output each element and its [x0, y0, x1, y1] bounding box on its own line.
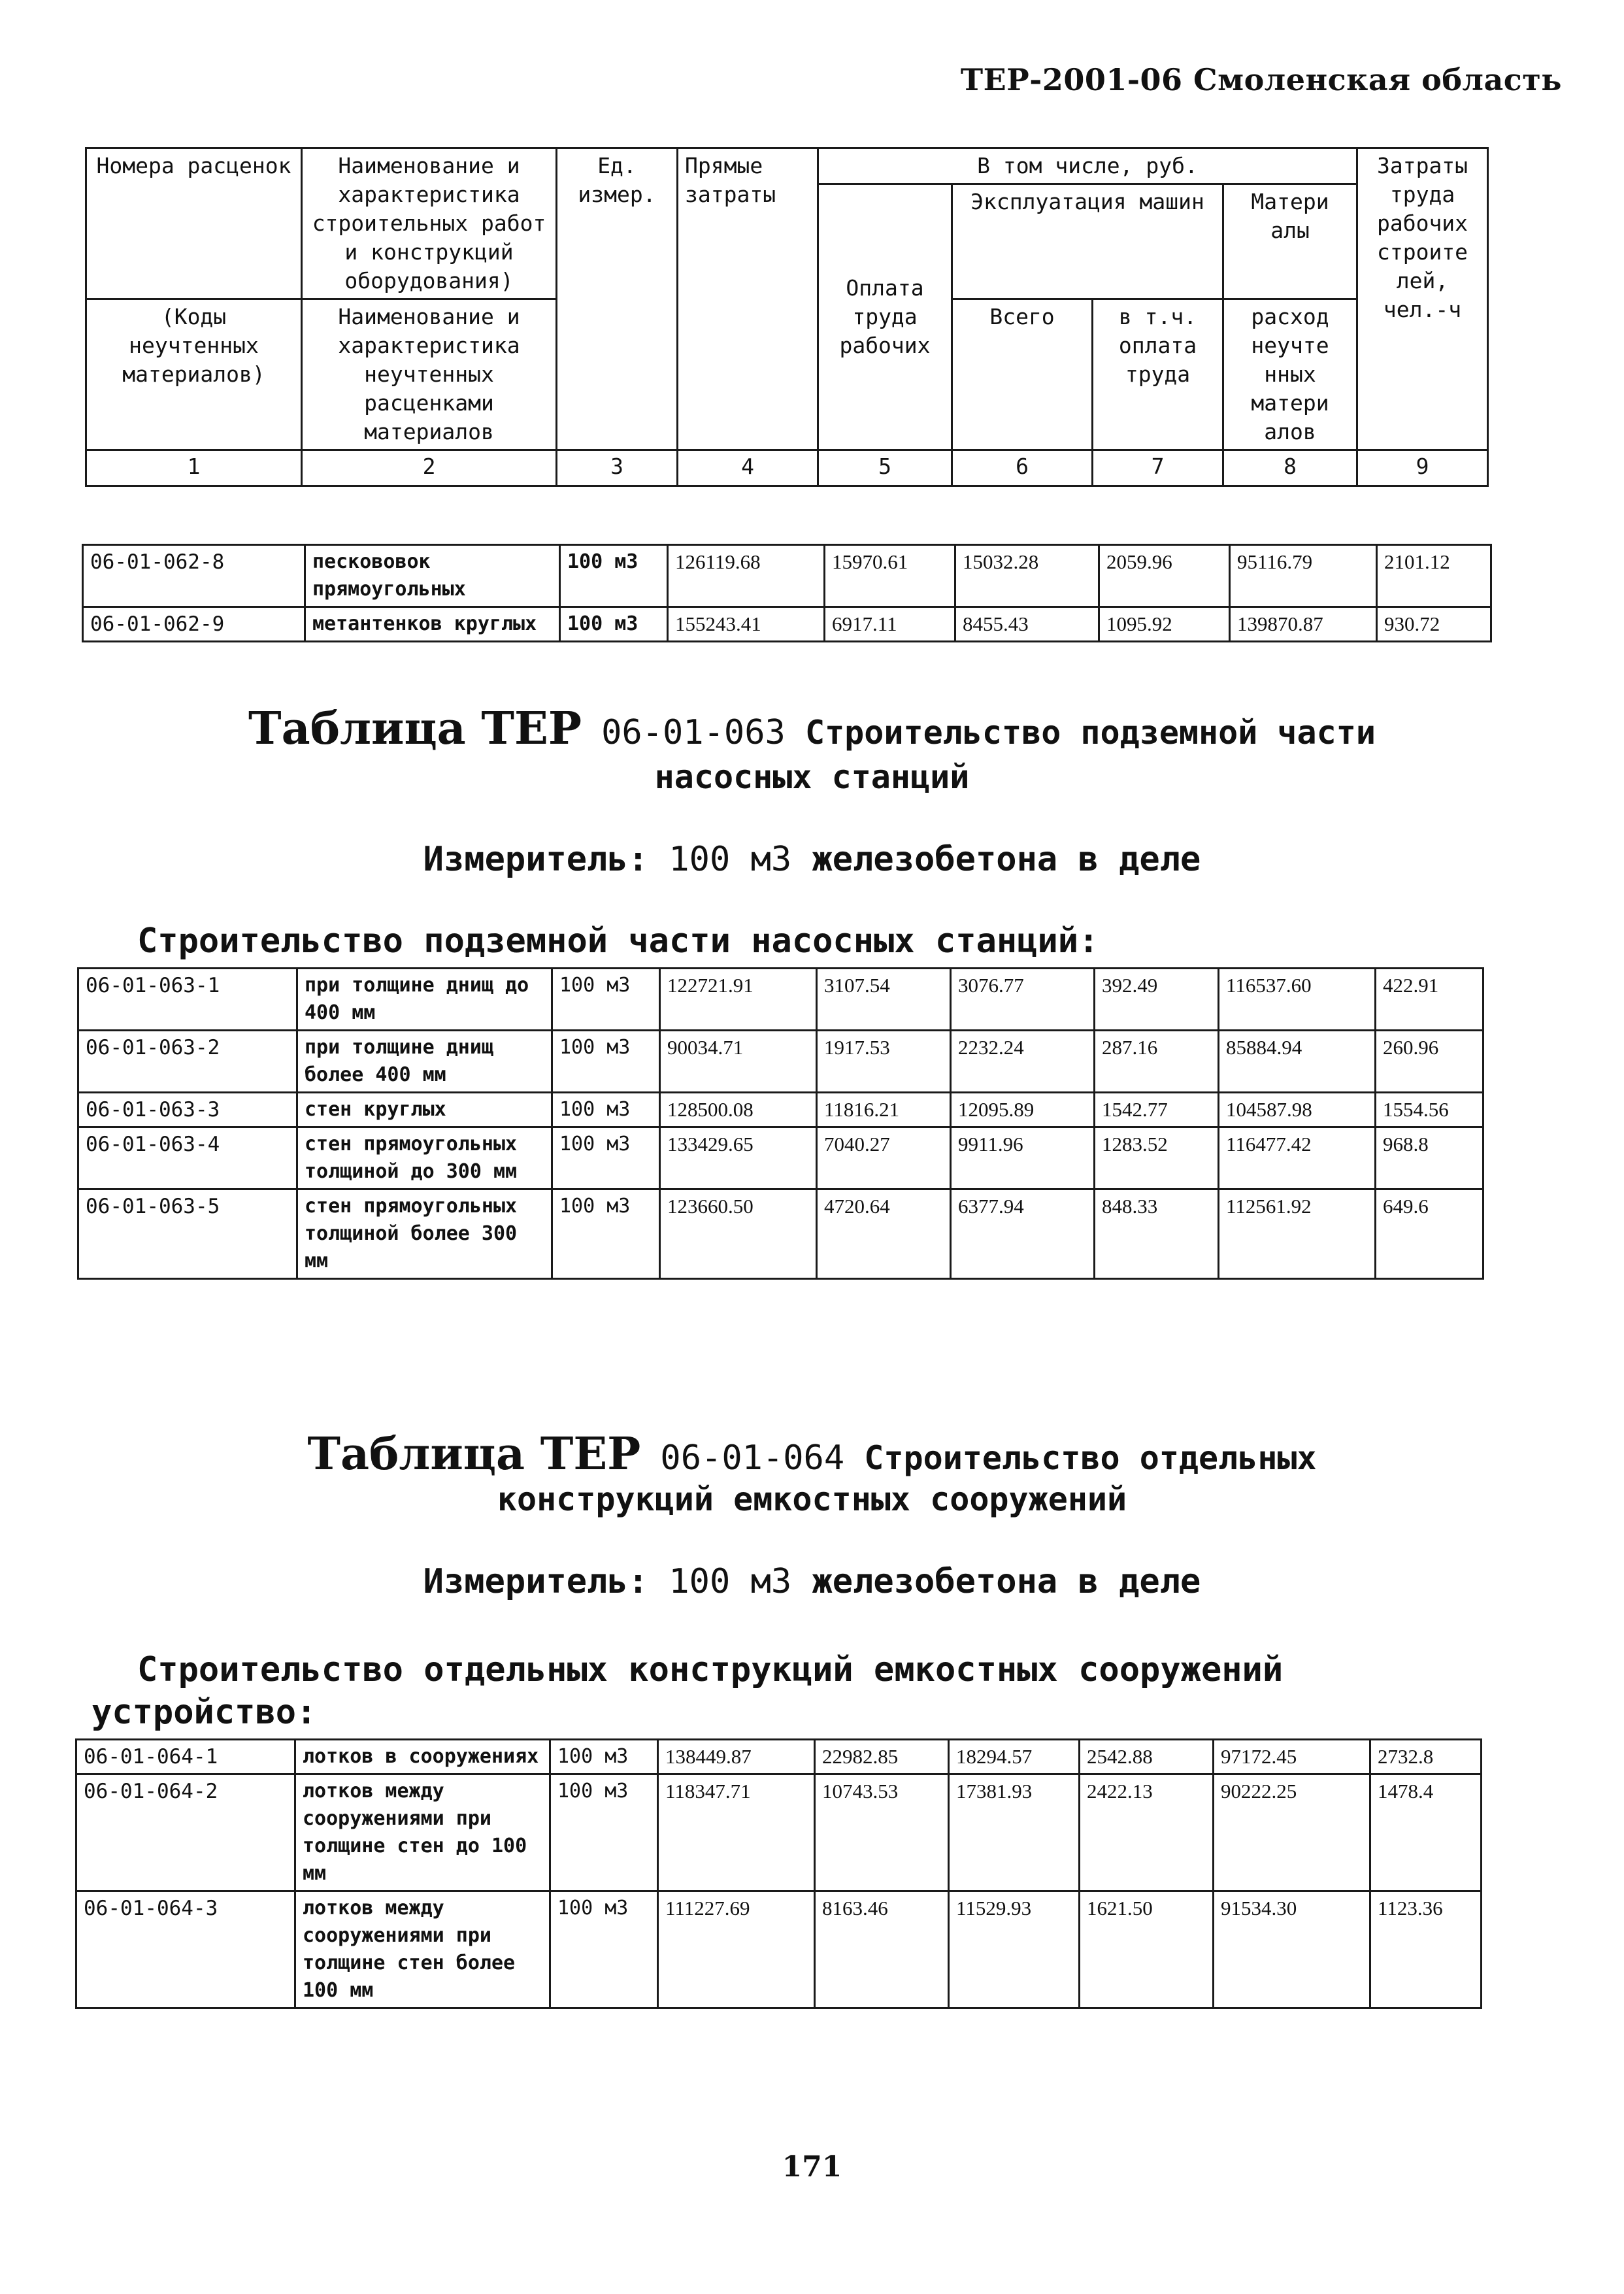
table-064-title [0, 1428, 1624, 1480]
table-063-title-prefix: Таблица ТЕР [248, 703, 582, 755]
machines-cost: 8455.43 [955, 607, 1099, 642]
col-materials-subheader: расход неучте нных матери алов [1223, 299, 1357, 450]
col-code-header: Номера расценок [86, 148, 302, 299]
machines-cost: 15032.28 [955, 545, 1099, 607]
labor-cost: 8163.46 [815, 1891, 949, 2008]
machines-cost: 9911.96 [951, 1127, 1095, 1189]
table-row [78, 969, 1483, 1031]
table-row [76, 1891, 1482, 2008]
col-number: 6 [952, 450, 1093, 486]
col-unit-header: Ед. измер. [557, 148, 678, 450]
table-062-continuation [82, 544, 1492, 642]
table-row [76, 1740, 1482, 1774]
work-name: стен прямоугольных толщиной до 300 мм [297, 1127, 552, 1189]
direct-cost: 118347.71 [658, 1774, 815, 1891]
labor-cost: 1917.53 [817, 1031, 951, 1093]
measure-label: Измеритель: [423, 1562, 649, 1601]
unit: 100 м3 [552, 1189, 660, 1279]
labor-cost: 15970.61 [825, 545, 955, 607]
machines-labor-cost: 2542.88 [1080, 1740, 1214, 1774]
col-number: 2 [302, 450, 557, 486]
labor-hours: 1123.36 [1370, 1891, 1482, 2008]
table-063 [77, 967, 1484, 1280]
col-number: 3 [557, 450, 678, 486]
labor-cost: 7040.27 [817, 1127, 951, 1189]
labor-hours: 968.8 [1376, 1127, 1483, 1189]
rate-code: 06-01-062-8 [83, 545, 305, 607]
materials-cost: 97172.45 [1214, 1740, 1370, 1774]
table-064-title-prefix: Таблица ТЕР [307, 1428, 641, 1480]
col-machines-total-header: Всего [952, 299, 1093, 450]
measure-value: 100 м3 [669, 1562, 792, 1601]
materials-cost: 90222.25 [1214, 1774, 1370, 1891]
col-number: 5 [818, 450, 952, 486]
table-063-section: Строительство подземной части насосных станций: [137, 922, 1099, 961]
unit: 100 м3 [552, 1127, 660, 1189]
materials-cost: 91534.30 [1214, 1891, 1370, 2008]
table-063-title-code: 06-01-063 [601, 713, 786, 752]
labor-cost: 4720.64 [817, 1189, 951, 1279]
machines-cost: 11529.93 [949, 1891, 1080, 2008]
unit: 100 м3 [560, 607, 668, 642]
unit: 100 м3 [560, 545, 668, 607]
measure-label: Измеритель: [423, 840, 649, 879]
table-row [83, 545, 1491, 607]
col-number: 1 [86, 450, 302, 486]
machines-labor-cost: 2422.13 [1080, 1774, 1214, 1891]
column-header-table [85, 147, 1489, 487]
direct-cost: 138449.87 [658, 1740, 815, 1774]
machines-cost: 12095.89 [951, 1093, 1095, 1127]
rate-code: 06-01-064-3 [76, 1891, 295, 2008]
materials-cost: 139870.87 [1230, 607, 1377, 642]
table-row [78, 1127, 1483, 1189]
unit: 100 м3 [550, 1774, 658, 1891]
measure-rest: железобетона в деле [812, 840, 1201, 879]
labor-hours: 2101.12 [1377, 545, 1491, 607]
machines-cost: 18294.57 [949, 1740, 1080, 1774]
direct-cost: 155243.41 [668, 607, 825, 642]
work-name: при толщине днищ более 400 мм [297, 1031, 552, 1093]
work-name: лотков в сооружениях [295, 1740, 550, 1774]
direct-cost: 123660.50 [660, 1189, 817, 1279]
rate-code: 06-01-063-4 [78, 1127, 297, 1189]
labor-hours: 930.72 [1377, 607, 1491, 642]
col-number: 8 [1223, 450, 1357, 486]
labor-hours: 1478.4 [1370, 1774, 1482, 1891]
unit: 100 м3 [550, 1891, 658, 2008]
col-labor-header: Оплата труда рабочих [818, 184, 952, 450]
direct-cost: 122721.91 [660, 969, 817, 1031]
labor-hours: 422.91 [1376, 969, 1483, 1031]
labor-cost: 3107.54 [817, 969, 951, 1031]
work-name: метантенков круглых [305, 607, 560, 642]
labor-cost: 11816.21 [817, 1093, 951, 1127]
direct-cost: 111227.69 [658, 1891, 815, 2008]
measure-rest: железобетона в деле [812, 1562, 1201, 1601]
table-064-section-line2: устройство: [91, 1693, 317, 1732]
table-row [83, 607, 1491, 642]
table-064-title-rest: Строительство отдельных [864, 1439, 1317, 1477]
table-063-title-line2: насосных станций [654, 758, 970, 796]
table-063-measure [0, 840, 1624, 879]
machines-labor-cost: 2059.96 [1099, 545, 1230, 607]
work-name: при толщине днищ до 400 мм [297, 969, 552, 1031]
direct-cost: 90034.71 [660, 1031, 817, 1093]
rate-code: 06-01-064-1 [76, 1740, 295, 1774]
rate-code: 06-01-063-1 [78, 969, 297, 1031]
machines-cost: 2232.24 [951, 1031, 1095, 1093]
col-incl-header: В том числе, руб. [818, 148, 1357, 184]
labor-hours: 260.96 [1376, 1031, 1483, 1093]
materials-cost: 104587.98 [1219, 1093, 1376, 1127]
work-name: стен прямоугольных толщиной более 300 мм [297, 1189, 552, 1279]
machines-labor-cost: 1542.77 [1095, 1093, 1219, 1127]
machines-labor-cost: 1095.92 [1099, 607, 1230, 642]
table-row [76, 1774, 1482, 1891]
col-machines-header: Эксплуатация машин [952, 184, 1223, 299]
machines-labor-cost: 1621.50 [1080, 1891, 1214, 2008]
machines-cost: 6377.94 [951, 1189, 1095, 1279]
materials-cost: 116537.60 [1219, 969, 1376, 1031]
labor-cost: 6917.11 [825, 607, 955, 642]
machines-cost: 3076.77 [951, 969, 1095, 1031]
col-hours-header: Затраты труда рабочих строите лей, чел.-ч [1357, 148, 1488, 450]
page-number: 171 [782, 2150, 842, 2184]
materials-cost: 116477.42 [1219, 1127, 1376, 1189]
col-number: 7 [1093, 450, 1223, 486]
labor-cost: 22982.85 [815, 1740, 949, 1774]
table-row [78, 1093, 1483, 1127]
rate-code: 06-01-063-2 [78, 1031, 297, 1093]
work-name: стен круглых [297, 1093, 552, 1127]
machines-labor-cost: 848.33 [1095, 1189, 1219, 1279]
materials-cost: 112561.92 [1219, 1189, 1376, 1279]
col-name-subheader: Наименование и характеристика неучтенных расценками материалов [302, 299, 557, 450]
machines-labor-cost: 1283.52 [1095, 1127, 1219, 1189]
col-materials-header: Матери алы [1223, 184, 1357, 299]
rate-code: 06-01-064-2 [76, 1774, 295, 1891]
col-machines-labor-header: в т.ч. оплата труда [1093, 299, 1223, 450]
col-direct-header: Прямые затраты [678, 148, 818, 450]
materials-cost: 95116.79 [1230, 545, 1377, 607]
labor-hours: 649.6 [1376, 1189, 1483, 1279]
col-number: 9 [1357, 450, 1488, 486]
direct-cost: 133429.65 [660, 1127, 817, 1189]
measure-value: 100 м3 [669, 840, 792, 879]
labor-hours: 1554.56 [1376, 1093, 1483, 1127]
rate-code: 06-01-063-5 [78, 1189, 297, 1279]
direct-cost: 126119.68 [668, 545, 825, 607]
unit: 100 м3 [552, 1093, 660, 1127]
table-063-title-rest: Строительство подземной части [804, 714, 1376, 752]
unit: 100 м3 [550, 1740, 658, 1774]
table-064-title-code: 06-01-064 [660, 1438, 845, 1478]
labor-cost: 10743.53 [815, 1774, 949, 1891]
table-row [78, 1189, 1483, 1279]
table-064-section: Строительство отдельных конструкций емкостных сооружений [137, 1650, 1284, 1689]
col-name-header: Наименование и характеристика строительных работ и конструкций оборудования) [302, 148, 557, 299]
table-064-measure [0, 1562, 1624, 1601]
work-name: лотков между сооружениями при толщине стен более 100 мм [295, 1891, 550, 2008]
machines-cost: 17381.93 [949, 1774, 1080, 1891]
table-row [78, 1031, 1483, 1093]
unit: 100 м3 [552, 1031, 660, 1093]
machines-labor-cost: 287.16 [1095, 1031, 1219, 1093]
table-064-title-line2: конструкций емкостных сооружений [497, 1480, 1127, 1518]
labor-hours: 2732.8 [1370, 1740, 1482, 1774]
table-064 [75, 1738, 1482, 2009]
rate-code: 06-01-062-9 [83, 607, 305, 642]
machines-labor-cost: 392.49 [1095, 969, 1219, 1031]
col-number: 4 [678, 450, 818, 486]
col-code-subheader: (Коды неучтенных материалов) [86, 299, 302, 450]
running-header: ТЕР-2001-06 Смоленская область [960, 62, 1562, 97]
materials-cost: 85884.94 [1219, 1031, 1376, 1093]
unit: 100 м3 [552, 969, 660, 1031]
direct-cost: 128500.08 [660, 1093, 817, 1127]
work-name: пескововок прямоугольных [305, 545, 560, 607]
rate-code: 06-01-063-3 [78, 1093, 297, 1127]
table-063-title [0, 703, 1624, 755]
work-name: лотков между сооружениями при толщине стен до 100 мм [295, 1774, 550, 1891]
